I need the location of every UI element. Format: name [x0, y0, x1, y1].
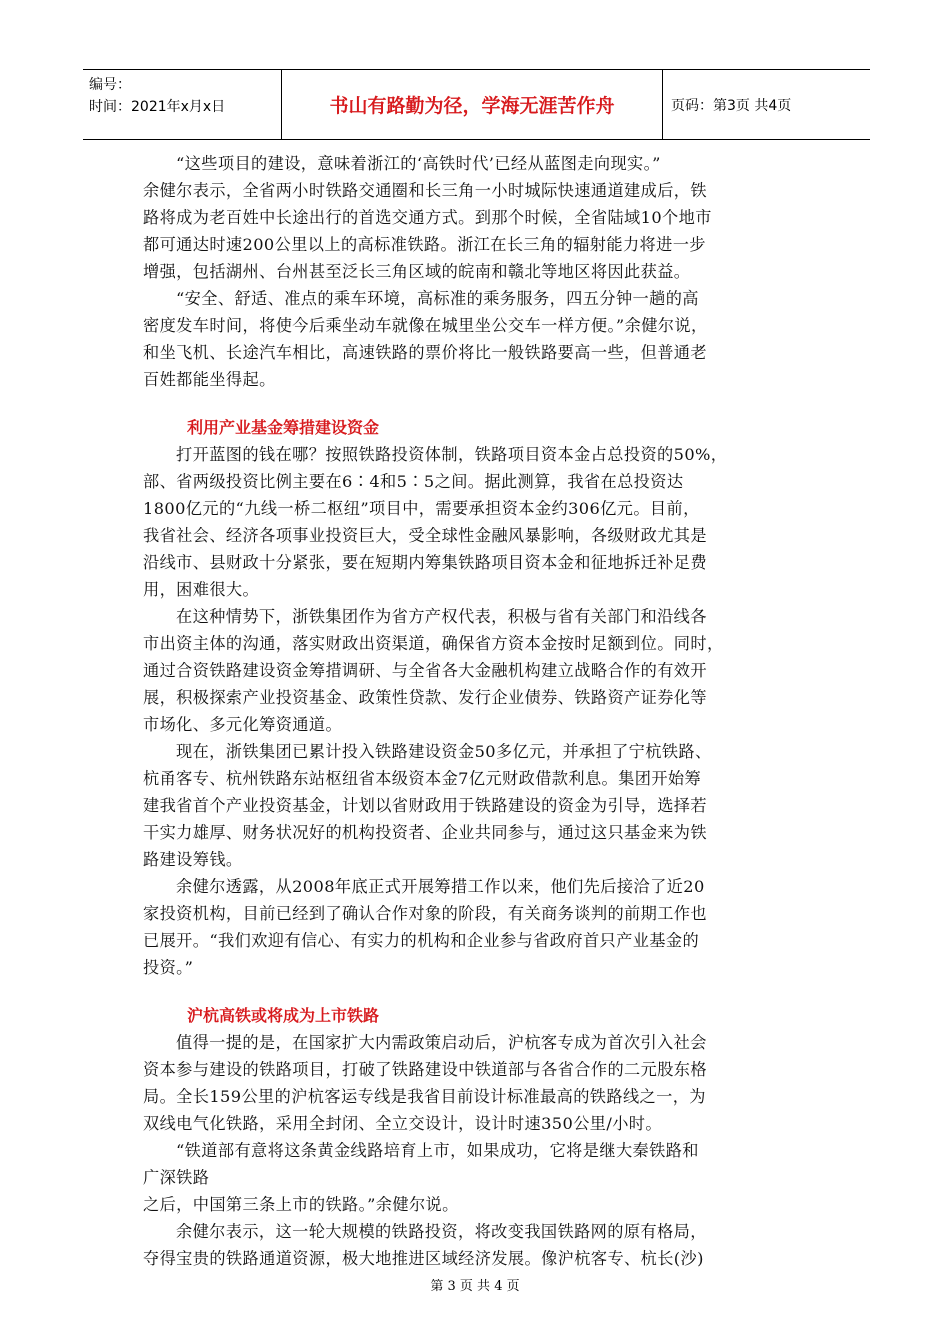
section-heading-listing: 沪杭高铁或将成为上市铁路 — [187, 1006, 380, 1025]
text-line: 和坐飞机、长途汽车相比，高速铁路的票价将比一般铁路要高一些，但普通老 — [143, 343, 707, 362]
text-line: 现在，浙铁集团已累计投入铁路建设资金50多亿元，并承担了宁杭铁路、 — [176, 742, 712, 761]
text-line: 密度发车时间，将使今后乘坐动车就像在城里坐公交车一样方便。”余健尔说， — [143, 316, 708, 335]
section-gap — [143, 981, 803, 1002]
text-line: 余健尔透露，从2008年底正式开展筹措工作以来，他们先后接洽了近20 — [176, 877, 705, 896]
text-line: 我省社会、经济各项事业投资巨大，受全球性金融风暴影响，各级财政尤其是 — [143, 526, 707, 545]
text-line: 夺得宝贵的铁路通道资源，极大地推进区域经济发展。像沪杭客专、杭长(沙) — [143, 1249, 704, 1268]
text-line: 余健尔表示，全省两小时铁路交通圈和长三角一小时城际快速通道建成后，铁 — [143, 181, 707, 200]
text-line: “安全、舒适、准点的乘车环境，高标准的乘务服务，四五分钟一趟的高 — [176, 289, 699, 308]
page-header — [83, 69, 870, 140]
text-line: 打开蓝图的钱在哪？按照铁路投资体制，铁路项目资本金占总投资的50%， — [176, 445, 728, 464]
text-line: 投资。” — [143, 958, 194, 977]
text-line: 双线电气化铁路，采用全封闭、全立交设计，设计时速350公里/小时。 — [143, 1114, 662, 1133]
text-line: “这些项目的建设，意味着浙江的‘高铁时代’已经从蓝图走向现实。” — [176, 154, 661, 173]
text-line: 杭甬客专、杭州铁路东站枢纽省本级资本金7亿元财政借款利息。集团开始筹 — [143, 769, 702, 788]
text-line: “铁道部有意将这条黄金线路培育上市，如果成功，它将是继大秦铁路和 — [176, 1141, 699, 1160]
text-line: 路建设筹钱。 — [143, 850, 243, 869]
text-line: 沿线市、县财政十分紧张，要在短期内筹集铁路项目资本金和征地拆迁补足费 — [143, 553, 707, 572]
text-line: 干实力雄厚、财务状况好的机构投资者、企业共同参与，通过这只基金来为铁 — [143, 823, 707, 842]
text-line: 展，积极探索产业投资基金、政策性贷款、发行企业债券、铁路资产证券化等 — [143, 688, 707, 707]
header-page-label: 页码：第3页 共4页 — [671, 97, 792, 114]
document-number-label: 编号： — [89, 77, 131, 93]
text-line: 增强，包括湖州、台州甚至泛长三角区域的皖南和赣北等地区将因此获益。 — [143, 262, 691, 281]
text-line: 之后，中国第三条上市的铁路。”余健尔说。 — [143, 1195, 459, 1214]
text-line: 市场化、多元化筹资通道。 — [143, 715, 343, 734]
text-line: 都可通达时速200公里以上的高标准铁路。浙江在长三角的辐射能力将进一步 — [143, 235, 706, 254]
text-line: 通过合资铁路建设资金筹措调研、与全省各大金融机构建立战略合作的有效开 — [143, 661, 707, 680]
section-intro — [143, 150, 803, 393]
page-footer: 第 3 页 共 4 页 — [430, 1279, 520, 1294]
section-listing — [143, 1029, 803, 1272]
text-line: 1800亿元的“九线一桥二枢纽”项目中，需要承担资本金约306亿元。目前， — [143, 499, 700, 518]
text-line: 用，困难很大。 — [143, 580, 260, 599]
text-line: 在这种情势下，浙铁集团作为省方产权代表，积极与省有关部门和沿线各 — [176, 607, 707, 626]
section-heading-fund: 利用产业基金筹措建设资金 — [187, 418, 380, 437]
text-line: 路将成为老百姓中长途出行的首选交通方式。到那个时候，全省陆域10个地市 — [143, 208, 712, 227]
text-line: 家投资机构，目前已经到了确认合作对象的阶段，有关商务谈判的前期工作也 — [143, 904, 707, 923]
document-body — [143, 150, 803, 1272]
header-motto: 书山有路勤为径，学海无涯苦作舟 — [282, 70, 663, 139]
section-gap — [143, 393, 803, 414]
text-line: 余健尔表示，这一轮大规模的铁路投资，将改变我国铁路网的原有格局， — [176, 1222, 707, 1241]
text-line: 部、省两级投资比例主要在6∶4和5∶5之间。据此测算，我省在总投资达 — [143, 472, 684, 491]
text-line: 局。全长159公里的沪杭客运专线是我省目前设计标准最高的铁路线之一，为 — [143, 1087, 706, 1106]
text-line: 广深铁路 — [143, 1168, 210, 1187]
text-line: 已展开。“我们欢迎有信心、有实力的机构和企业参与省政府首只产业基金的 — [143, 931, 700, 950]
text-line: 百姓都能坐得起。 — [143, 370, 276, 389]
section-fund — [143, 441, 803, 981]
text-line: 资本参与建设的铁路项目，打破了铁路建设中铁道部与各省合作的二元股东格 — [143, 1060, 707, 1079]
text-line: 市出资主体的沟通，落实财政出资渠道，确保省方资本金按时足额到位。同时， — [143, 634, 724, 653]
document-time-label: 时间：2021年x月x日 — [89, 99, 226, 115]
header-meta — [83, 70, 282, 139]
text-line: 值得一提的是，在国家扩大内需政策启动后，沪杭客专成为首次引入社会 — [176, 1033, 707, 1052]
text-line: 建我省首个产业投资基金，计划以省财政用于铁路建设的资金为引导，选择若 — [143, 796, 707, 815]
